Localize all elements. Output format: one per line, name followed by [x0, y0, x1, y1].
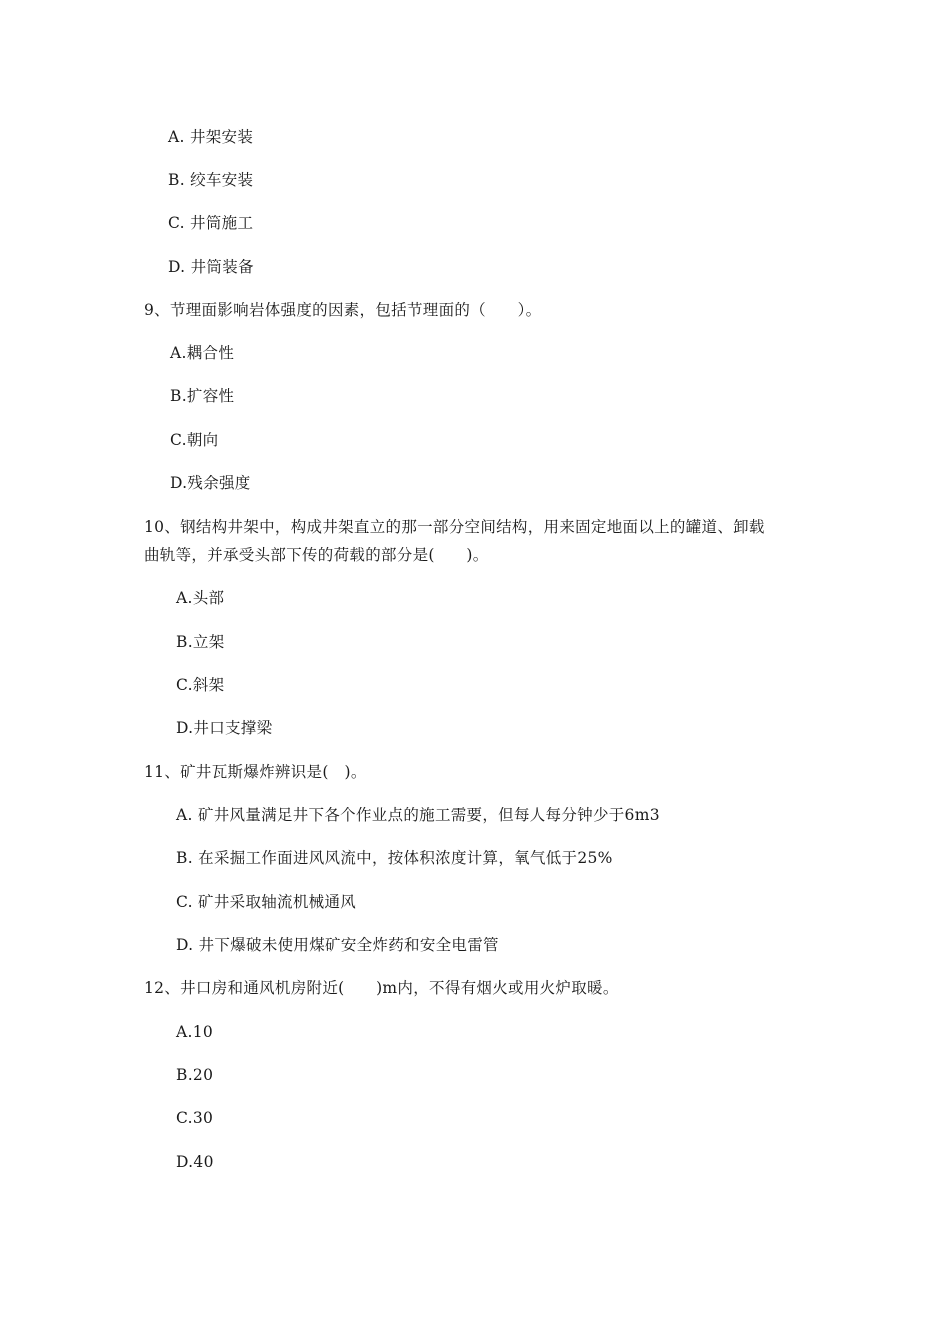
question-11-stem: 11、矿井瓦斯爆炸辨识是( )。	[144, 763, 367, 781]
question-10-option-d: D.井口支撑梁	[176, 719, 273, 737]
question-9-option-b: B.扩容性	[170, 387, 235, 405]
option-a-continued: A. 井架安装	[168, 128, 254, 146]
question-12-option-c: C.30	[176, 1109, 214, 1127]
option-d-continued: D. 井筒装备	[168, 258, 254, 276]
question-11-option-b: B. 在采掘工作面进风风流中，按体积浓度计算，氧气低于25%	[176, 849, 613, 867]
question-10-option-c: C.斜架	[176, 676, 225, 694]
question-9-option-d: D.残余强度	[170, 474, 251, 492]
question-12-option-b: B.20	[176, 1066, 214, 1084]
question-11-option-a: A. 矿井风量满足井下各个作业点的施工需要，但每人每分钟少于6m3	[176, 806, 660, 824]
option-b-continued: B. 绞车安装	[168, 171, 254, 189]
option-c-continued: C. 井筒施工	[168, 214, 254, 232]
question-10-option-a: A.头部	[176, 589, 225, 607]
question-9-option-a: A.耦合性	[170, 344, 235, 362]
question-10-stem-line-1: 10、钢结构井架中，构成井架直立的那一部分空间结构，用来固定地面以上的罐道、卸载	[144, 518, 765, 536]
question-9-option-c: C.朝向	[170, 431, 219, 449]
question-10-stem-line-2: 曲轨等，并承受头部下传的荷载的部分是( )。	[144, 546, 489, 564]
question-12-option-a: A.10	[176, 1023, 214, 1041]
question-12-stem: 12、井口房和通风机房附近( )m内，不得有烟火或用火炉取暖。	[144, 979, 619, 997]
question-10-option-b: B.立架	[176, 633, 225, 651]
question-11-option-c: C. 矿井采取轴流机械通风	[176, 893, 357, 911]
question-11-option-d: D. 井下爆破未使用煤矿安全炸药和安全电雷管	[176, 936, 499, 954]
question-12-option-d: D.40	[176, 1153, 214, 1171]
question-9-stem: 9、节理面影响岩体强度的因素，包括节理面的（ ）。	[144, 301, 542, 319]
